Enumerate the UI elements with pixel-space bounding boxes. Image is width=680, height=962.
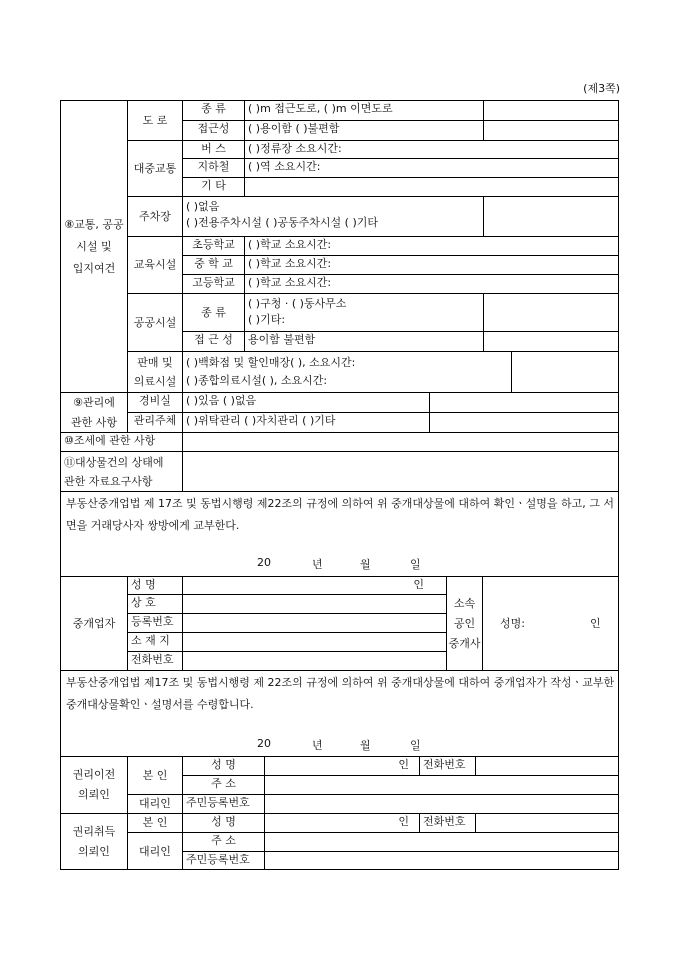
parking-options[interactable] bbox=[182, 196, 483, 236]
road-access-extra[interactable] bbox=[483, 120, 619, 140]
parking-line1: ( )없음 bbox=[186, 200, 220, 213]
security-value[interactable]: ( )있음 ( )없음 bbox=[182, 392, 429, 412]
date2-year[interactable]: 20 bbox=[257, 737, 271, 750]
acquirer-phone-label: 전화번호 bbox=[419, 813, 475, 832]
acquirer-name-label: 성 명 bbox=[182, 813, 264, 832]
road-type-label: 종 류 bbox=[182, 100, 244, 120]
transit-label: 대중교통 bbox=[127, 140, 182, 196]
statement1-text: 부동산중개업법 제 17조 및 동법시행령 제22조의 규정에 의하여 위 중개대상물에 대하여 확인ㆍ설명을 하고, 그 서면을 거래당사자 쌍방에게 교부한다. bbox=[66, 497, 614, 532]
transferor-phone-value[interactable] bbox=[475, 756, 619, 775]
transferor-phone-label: 전화번호 bbox=[419, 756, 475, 775]
broker-assoc-name-label: 성명: bbox=[500, 617, 525, 630]
security-extra[interactable] bbox=[429, 392, 619, 412]
sec8-label: ⑧교통, 공공 시설 및 입지여건 bbox=[60, 100, 127, 392]
broker-assoc-seal: 인 bbox=[590, 617, 601, 630]
public-type-line2: ( )기타: bbox=[248, 313, 286, 326]
broker-name-value[interactable] bbox=[182, 576, 446, 594]
road-type-value[interactable]: ( )m 접근도로, ( )m 이면도로 bbox=[244, 100, 483, 120]
date1-year-unit: 년 bbox=[312, 558, 323, 571]
broker-shop-label: 상 호 bbox=[127, 594, 182, 613]
acquirer-rrn-label: 주민등록번호 bbox=[182, 851, 264, 870]
acquirer-seal: 인 bbox=[398, 815, 409, 828]
transferor-addr-value[interactable] bbox=[264, 775, 619, 794]
road-access-label: 접근성 bbox=[182, 120, 244, 140]
date2-day-unit: 일 bbox=[410, 739, 421, 752]
broker-seal: 인 bbox=[413, 578, 424, 591]
transferor-agent-label: 대리인 bbox=[127, 794, 182, 813]
elementary-label: 초등학교 bbox=[182, 236, 244, 255]
acquirer-name-value[interactable] bbox=[264, 813, 419, 832]
acquirer-self-label: 본 인 bbox=[127, 813, 182, 832]
transferor-addr-label: 주 소 bbox=[182, 775, 264, 794]
transferor-seal: 인 bbox=[398, 758, 409, 771]
sec9-label: ⑨관리에 관한 사항 bbox=[60, 392, 127, 432]
sec10-value[interactable] bbox=[182, 432, 619, 451]
date2-year-unit: 년 bbox=[312, 739, 323, 752]
public-type-label: 종 류 bbox=[182, 293, 244, 331]
bus-label: 버 스 bbox=[182, 140, 244, 158]
acquirer-rrn-value[interactable] bbox=[264, 851, 619, 870]
road-label: 도 로 bbox=[127, 100, 182, 140]
sec10-label: ⑩조세에 관한 사항 bbox=[60, 432, 182, 451]
date1-day-unit: 일 bbox=[410, 558, 421, 571]
acquirer-agent-label: 대리인 bbox=[127, 832, 182, 870]
road-type-extra[interactable] bbox=[483, 100, 619, 120]
middle-value[interactable]: ( )학교 소요시간: bbox=[244, 255, 619, 274]
shopping-line2: ( )종합의료시설( ), 소요시간: bbox=[186, 374, 328, 387]
broker-assoc-label: 소속 공인 중개사 bbox=[446, 576, 482, 670]
shopping-extra[interactable] bbox=[511, 351, 619, 392]
acquirer-phone-value[interactable] bbox=[475, 813, 619, 832]
public-access-value[interactable]: 용이함 불편함 bbox=[244, 331, 483, 351]
public-type-extra[interactable] bbox=[483, 293, 619, 331]
transit-other-label: 기 타 bbox=[182, 177, 244, 196]
acquirer-addr-label: 주 소 bbox=[182, 832, 264, 851]
broker-shop-value[interactable] bbox=[182, 594, 446, 613]
manager-extra[interactable] bbox=[429, 412, 619, 432]
parking-line2: ( )전용주차시설 ( )공동주차시설 ( )기타 bbox=[186, 216, 378, 229]
transferor-self-label: 본 인 bbox=[127, 756, 182, 794]
parking-extra[interactable] bbox=[483, 196, 619, 236]
broker-addr-value[interactable] bbox=[182, 632, 446, 651]
transferor-label: 권리이전 의뢰인 bbox=[60, 756, 127, 813]
transferor-name-value[interactable] bbox=[264, 756, 419, 775]
manager-value[interactable]: ( )위탁관리 ( )자치관리 ( )기타 bbox=[182, 412, 429, 432]
education-label: 교육시설 bbox=[127, 236, 182, 293]
date2-month-unit: 월 bbox=[360, 739, 371, 752]
public-label: 공공시설 bbox=[127, 293, 182, 351]
shopping-label: 판매 및 의료시설 bbox=[127, 351, 182, 392]
broker-reg-label: 등록번호 bbox=[127, 613, 182, 632]
bus-value[interactable]: ( )정류장 소요시간: bbox=[244, 140, 619, 158]
public-type-options[interactable] bbox=[244, 293, 483, 331]
page-number: (제3쪽) bbox=[583, 82, 620, 95]
statement2-text: 부동산중개업법 제17조 및 동법시행령 제 22조의 규정에 의하여 위 중개대상물에 대하여 중개업자가 작성ㆍ교부한 중개대상물확인ㆍ설명서를 수령합니다. bbox=[66, 676, 615, 711]
high-label: 고등학교 bbox=[182, 274, 244, 293]
broker-name-label: 성 명 bbox=[127, 576, 182, 594]
sec11-label: ⑪대상물건의 상태에 관한 자료요구사항 bbox=[60, 451, 182, 491]
broker-reg-value[interactable] bbox=[182, 613, 446, 632]
transit-other-value[interactable] bbox=[244, 177, 619, 196]
public-access-extra[interactable] bbox=[483, 331, 619, 351]
broker-phone-label: 전화번호 bbox=[127, 651, 182, 670]
middle-label: 중 학 교 bbox=[182, 255, 244, 274]
sec11-value[interactable] bbox=[182, 451, 619, 491]
elementary-value[interactable]: ( )학교 소요시간: bbox=[244, 236, 619, 255]
subway-value[interactable]: ( )역 소요시간: bbox=[244, 158, 619, 177]
date1-year[interactable]: 20 bbox=[257, 556, 271, 569]
shopping-options[interactable] bbox=[182, 351, 511, 392]
broker-addr-label: 소 재 지 bbox=[127, 632, 182, 651]
parking-label: 주차장 bbox=[127, 196, 182, 236]
broker-phone-value[interactable] bbox=[182, 651, 446, 670]
acquirer-label: 권리취득 의뢰인 bbox=[60, 813, 127, 870]
transferor-rrn-value[interactable] bbox=[264, 794, 619, 813]
security-label: 경비실 bbox=[127, 392, 182, 412]
public-type-line1: ( )구청 · ( )동사무소 bbox=[248, 297, 347, 310]
shopping-line1: ( )백화점 및 할인매장( ), 소요시간: bbox=[186, 356, 356, 369]
transferor-name-label: 성 명 bbox=[182, 756, 264, 775]
acquirer-addr-value[interactable] bbox=[264, 832, 619, 851]
high-value[interactable]: ( )학교 소요시간: bbox=[244, 274, 619, 293]
transferor-rrn-label: 주민등록번호 bbox=[182, 794, 264, 813]
manager-label: 관리주체 bbox=[127, 412, 182, 432]
broker-label: 중개업자 bbox=[60, 576, 127, 670]
date1-month-unit: 월 bbox=[360, 558, 371, 571]
road-access-value[interactable]: ( )용이함 ( )불편함 bbox=[244, 120, 483, 140]
public-access-label: 접 근 성 bbox=[182, 331, 244, 351]
subway-label: 지하철 bbox=[182, 158, 244, 177]
